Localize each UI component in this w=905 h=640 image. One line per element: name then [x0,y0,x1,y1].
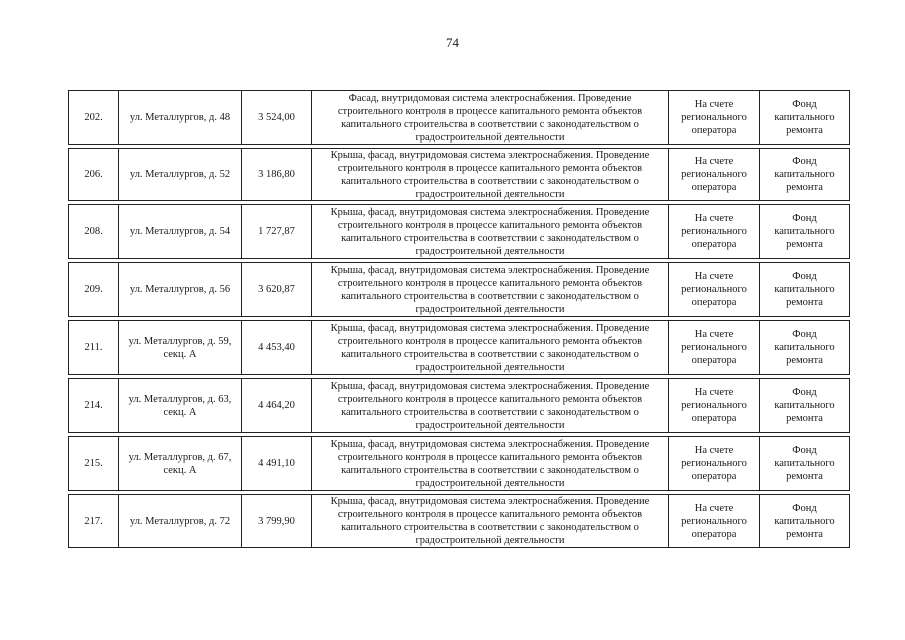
funding-source: Фонд капитального ремонта [774,329,835,366]
cost: 4 491,10 [258,458,295,469]
account-type: На счете регионального оператора [681,99,747,136]
page-number: 74 [446,35,459,50]
address: ул. Металлургов, д. 48 [129,112,231,123]
cost: 1 727,87 [258,226,295,237]
address: ул. Металлургов, д. 52 [129,169,231,180]
address: ул. Металлургов, д. 54 [129,226,231,237]
works-description: Крыша, фасад, внутридомовая система электроснабжения. Проведение строительного контроля в процессе капитального ремонта объектов капитального строительства в соответствии с законодательством о градостроительной деятельности [330,496,650,546]
address: ул. Металлургов, д. 56 [129,284,231,295]
account-type: На счете регионального оператора [681,502,747,540]
address-cell [119,205,242,258]
fund-cell [760,149,849,200]
row-number-cell [69,149,119,200]
works-cell [312,321,669,374]
cost-cell [242,263,312,316]
works-description: Крыша, фасад, внутридомовая система электроснабжения. Проведение строительного контроля в процессе капитального ремонта объектов капитального строительства в соответствии с законодательством о градостроительной деятельности [330,264,650,315]
funding-source: Фонд капитального ремонта [774,99,835,136]
table-row [68,494,850,548]
row-number: 202. [84,112,103,123]
fund-cell [760,263,849,316]
account-type: На счете регионального оператора [681,271,747,308]
address: ул. Металлургов, д. 59, секц. А [128,335,232,360]
table-row [68,378,850,433]
works-cell [312,91,669,144]
row-number-cell [69,91,119,144]
row-number: 217. [84,515,103,527]
account-cell [669,321,760,374]
cost: 4 464,20 [258,400,295,411]
works-cell [312,379,669,432]
row-number: 206. [84,169,103,180]
cost-cell [242,321,312,374]
works-description: Крыша, фасад, внутридомовая система электроснабжения. Проведение строительного контроля в процессе капитального ремонта объектов капитального строительства в соответствии с законодательством о градостроительной деятельности [330,438,650,489]
works-description: Крыша, фасад, внутридомовая система электроснабжения. Проведение строительного контроля в процессе капитального ремонта объектов капитального строительства в соответствии с законодательством о градостроительной деятельности [330,206,650,257]
fund-cell [760,91,849,144]
account-type: На счете регионального оператора [681,156,747,193]
account-cell [669,379,760,432]
works-cell [312,205,669,258]
funding-source: Фонд капитального ремонта [774,502,835,540]
fund-cell [760,205,849,258]
works-cell [312,437,669,490]
account-type: На счете регионального оператора [681,445,747,482]
table-row [68,90,850,145]
fund-cell [760,321,849,374]
address-cell [119,495,242,547]
row-number: 215. [84,458,103,469]
row-number: 208. [84,226,103,237]
fund-cell [760,495,849,547]
cost-cell [242,379,312,432]
address-cell [119,379,242,432]
works-cell [312,495,669,547]
works-cell [312,263,669,316]
row-number: 211. [84,342,103,353]
table-row [68,320,850,375]
account-type: На счете регионального оператора [681,213,747,250]
works-description: Крыша, фасад, внутридомовая система электроснабжения. Проведение строительного контроля в процессе капитального ремонта объектов капитального строительства в соответствии с законодательством о градостроительной деятельности [330,149,650,200]
cost: 3 620,87 [258,284,295,295]
works-description: Крыша, фасад, внутридомовая система электроснабжения. Проведение строительного контроля в процессе капитального ремонта объектов капитального строительства в соответствии с законодательством о градостроительной деятельности [330,322,650,373]
table-row [68,204,850,259]
repair-table [68,90,850,551]
funding-source: Фонд капитального ремонта [774,156,835,193]
table-row [68,262,850,317]
account-cell [669,149,760,200]
account-type: На счете регионального оператора [681,329,747,366]
row-number-cell [69,437,119,490]
works-cell [312,149,669,200]
funding-source: Фонд капитального ремонта [774,271,835,308]
fund-cell [760,437,849,490]
row-number-cell [69,263,119,316]
fund-cell [760,379,849,432]
account-type: На счете регионального оператора [681,387,747,424]
cost-cell [242,91,312,144]
account-cell [669,495,760,547]
row-number: 214. [84,400,103,411]
row-number-cell [69,379,119,432]
row-number-cell [69,495,119,547]
works-description: Крыша, фасад, внутридомовая система электроснабжения. Проведение строительного контроля в процессе капитального ремонта объектов капитального строительства в соответствии с законодательством о градостроительной деятельности [330,380,650,431]
account-cell [669,263,760,316]
address: ул. Металлургов, д. 63, секц. А [128,393,232,418]
row-number: 209. [84,284,103,295]
account-cell [669,437,760,490]
row-number-cell [69,321,119,374]
address-cell [119,437,242,490]
table-row [68,436,850,491]
funding-source: Фонд капитального ремонта [774,213,835,250]
funding-source: Фонд капитального ремонта [774,445,835,482]
cost: 3 524,00 [258,112,295,123]
works-description: Фасад, внутридомовая система электроснабжения. Проведение строительного контроля в процессе капитального ремонта объектов капитального строительства в соответствии с законодательством о градостроительной деятельности [337,92,643,143]
address-cell [119,149,242,200]
cost-cell [242,205,312,258]
address-cell [119,263,242,316]
account-cell [669,205,760,258]
cost: 3 799,90 [258,515,295,527]
funding-source: Фонд капитального ремонта [774,387,835,424]
row-number-cell [69,205,119,258]
address: ул. Металлургов, д. 72 [129,515,231,527]
cost: 4 453,40 [258,342,295,353]
cost: 3 186,80 [258,169,295,180]
address: ул. Металлургов, д. 67, секц. А [128,451,232,476]
account-cell [669,91,760,144]
cost-cell [242,437,312,490]
address-cell [119,321,242,374]
cost-cell [242,149,312,200]
table-row [68,148,850,201]
cost-cell [242,495,312,547]
address-cell [119,91,242,144]
